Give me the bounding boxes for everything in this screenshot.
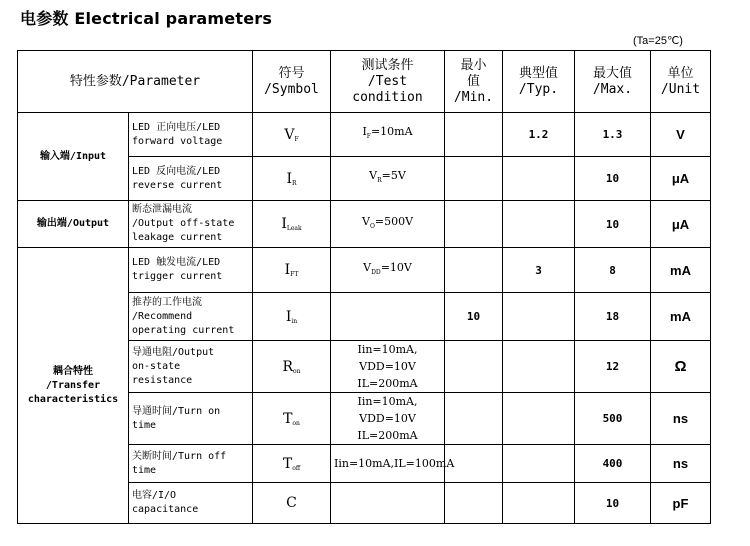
page-title: 电参数 Electrical parameters (20, 9, 273, 28)
header-parameter: 特性参数/Parameter (18, 51, 253, 113)
max-cell: 10 (575, 201, 651, 248)
max-cell: 12 (575, 341, 651, 393)
unit-cell: pF (651, 483, 711, 524)
param-label: 关断时间/Turn off time (129, 445, 253, 483)
param-label: LED 正向电压/LED forward voltage (129, 113, 253, 157)
test-condition-cell: Iin=10mA, VDD=10V IL=200mA (331, 393, 445, 445)
table-row (18, 248, 711, 293)
header-max: 最大值 /Max. (575, 51, 651, 113)
group-output: 输出端/Output (18, 201, 129, 248)
max-cell: 18 (575, 293, 651, 341)
group-input: 输入端/Input (18, 113, 129, 201)
test-condition-cell: Iin=10mA, VDD=10V IL=200mA (331, 341, 445, 393)
typ-cell (503, 201, 575, 248)
unit-cell: μA (651, 201, 711, 248)
min-cell (445, 201, 503, 248)
param-label: LED 触发电流/LED trigger current (129, 248, 253, 293)
header-test-condition: 测试条件 /Test condition (331, 51, 445, 113)
typ-cell (503, 341, 575, 393)
table-row (18, 201, 711, 248)
max-cell: 1.3 (575, 113, 651, 157)
table-row (18, 113, 711, 157)
min-cell (445, 483, 503, 524)
min-cell (445, 113, 503, 157)
unit-cell: ns (651, 393, 711, 445)
electrical-parameters-table (17, 50, 711, 524)
symbol-cell: $I_{FT}$ (253, 248, 331, 293)
header-typ: 典型值 /Typ. (503, 51, 575, 113)
header-row (18, 51, 711, 113)
test-condition-cell (331, 483, 445, 524)
max-cell: 10 (575, 483, 651, 524)
test-condition-note: (Ta=25℃) (633, 35, 683, 47)
param-label: 导通时间/Turn on time (129, 393, 253, 445)
max-cell: 10 (575, 157, 651, 201)
header-unit: 单位 /Unit (651, 51, 711, 113)
symbol-cell: $R_{on}$ (253, 341, 331, 393)
max-cell: 400 (575, 445, 651, 483)
min-cell (445, 341, 503, 393)
symbol-cell: $V_F$ (253, 113, 331, 157)
unit-cell: V (651, 113, 711, 157)
test-condition-cell: $V_R=5V$ (331, 157, 445, 201)
param-label: 电容/I/O capacitance (129, 483, 253, 524)
typ-cell (503, 445, 575, 483)
min-cell: 10 (445, 293, 503, 341)
unit-cell: ns (651, 445, 711, 483)
unit-cell: μA (651, 157, 711, 201)
max-cell: 500 (575, 393, 651, 445)
test-condition-cell: Iin=10mA,IL=100mA (331, 445, 445, 483)
symbol-cell: C (253, 483, 331, 524)
test-condition-cell: $V_{DD}=10V$ (331, 248, 445, 293)
typ-cell (503, 393, 575, 445)
param-label: LED 反向电流/LED reverse current (129, 157, 253, 201)
test-condition-cell: $I_F=10mA$ (331, 113, 445, 157)
max-cell: 8 (575, 248, 651, 293)
symbol-cell: $I_{Leak}$ (253, 201, 331, 248)
param-label: 断态泄漏电流 /Output off-state leakage current (129, 201, 253, 248)
symbol-cell: $I_R$ (253, 157, 331, 201)
symbol-cell: $I_{in}$ (253, 293, 331, 341)
typ-cell (503, 483, 575, 524)
typ-cell: 1.2 (503, 113, 575, 157)
typ-cell (503, 157, 575, 201)
typ-cell (503, 293, 575, 341)
header-min: 最小 值 /Min. (445, 51, 503, 113)
min-cell (445, 248, 503, 293)
min-cell (445, 157, 503, 201)
param-label: 推荐的工作电流 /Recommend operating current (129, 293, 253, 341)
header-symbol: 符号 /Symbol (253, 51, 331, 113)
symbol-cell: $T_{off}$ (253, 445, 331, 483)
unit-cell: Ω (651, 341, 711, 393)
unit-cell: mA (651, 293, 711, 341)
group-transfer: 耦合特性 /Transfer characteristics (18, 248, 129, 524)
symbol-cell: $T_{on}$ (253, 393, 331, 445)
min-cell (445, 393, 503, 445)
test-condition-cell: $V_O=500V$ (331, 201, 445, 248)
unit-cell: mA (651, 248, 711, 293)
typ-cell: 3 (503, 248, 575, 293)
test-condition-cell (331, 293, 445, 341)
param-label: 导通电阻/Output on-state resistance (129, 341, 253, 393)
